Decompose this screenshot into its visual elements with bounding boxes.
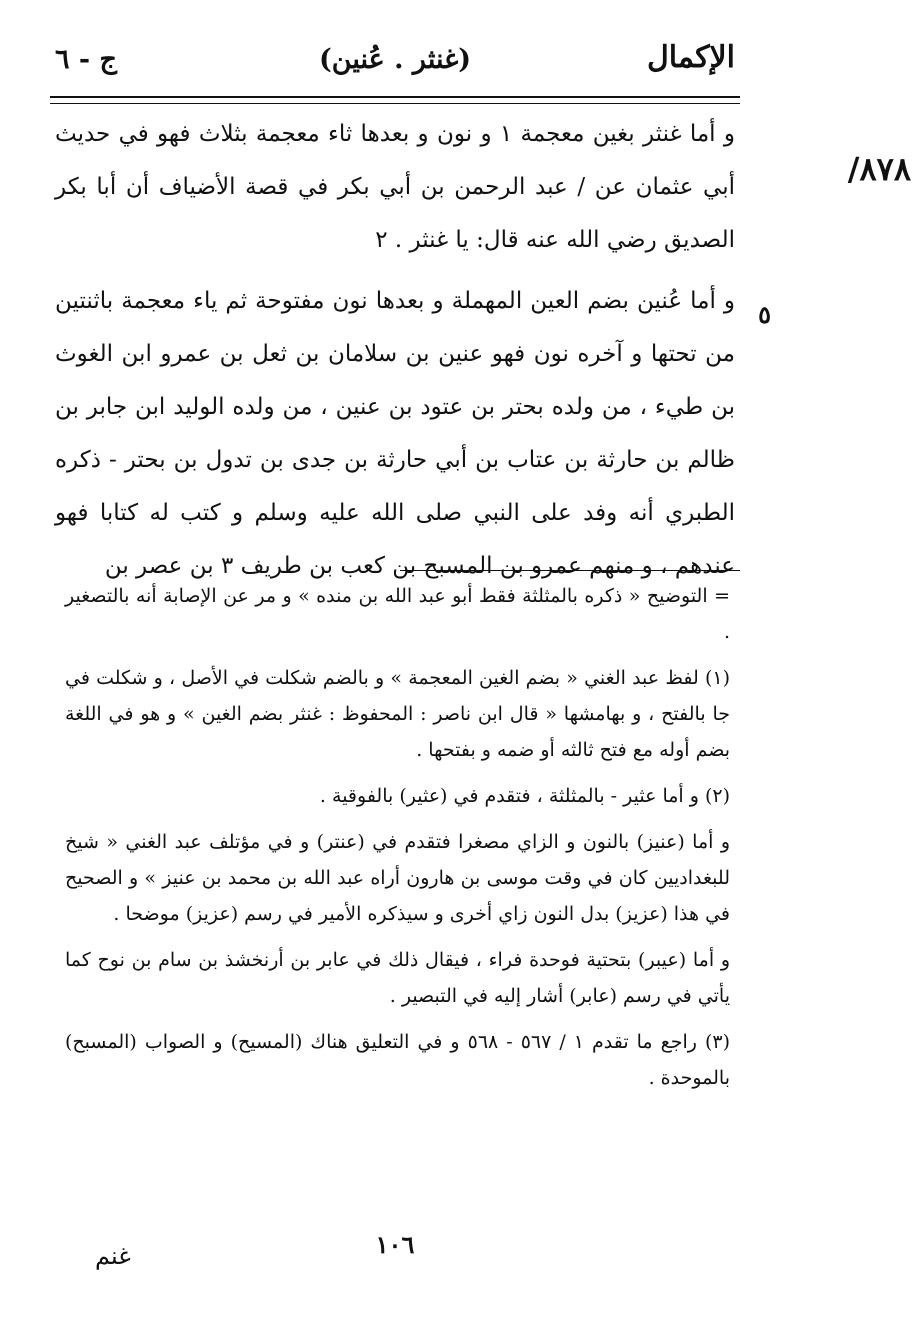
main-text [55,108,735,601]
margin-line-number: ٥ [758,300,771,329]
footnote-2-cont-a: و أما (عنيز) بالنون و الزاي مصغرا فتقدم في (عنتر) و في مؤتلف عبد الغني « شيخ للبغداديين كان في وقت موسى بن هارون أراه عبد الله بن محمد بن عنيز » و الصحيح في هذا (عزيز) بدل النون زاي أخرى و سيذكره الأمير في رسم (عزيز) موضحا . [65,831,730,925]
footnote-continuation: = التوضيح « ذكره بالمثلثة فقط أبو عبد الله بن منده » و مر عن الإصابة أنه بالتصغير . [65,585,730,643]
footnote-3: (٣) راجع ما تقدم ١ / ٥٦٧ - ٥٦٨ و في التعليق هناك (المسيح) و الصواب (المسبح) بالموحدة . [65,1031,730,1089]
page-footer [55,1230,735,1270]
entry-title: (غنثر . عُنين) [318,44,472,75]
volume-label: ج - ٦ [55,44,117,75]
footnotes [65,578,730,1106]
footnote-1: (١) لفظ عبد الغني « بضم الغين المعجمة » و بالضم شكلت في الأصل ، و شكلت في جا بالفتح ، و بهامشها « قال ابن ناصر : المحفوظ : غنثر بضم الغين » و هو في اللغة بضم أوله مع فتح ثالثه أو ضمه و بفتحها . [65,667,730,761]
header-rule-thin [50,103,740,104]
paragraph-ghanthar: و أما غنثر بغين معجمة ١ و نون و بعدها ثاء معجمة بثلاث فهو في حديث أبي عثمان عن / عبد الرحمن بن أبي بكر في قصة الأضياف أن أبا بكر الصديق رضي الله عنه قال: يا غنثر . ٢ [55,121,735,253]
page-number: ١٠٦ [375,1230,415,1259]
header-rule [50,96,740,98]
paragraph-unayn: و أما عُنين بضم العين المهملة و بعدها نون مفتوحة ثم ياء معجمة باثنتين من تحتها و آخره نون فهو عنين بن سلامان بن ثعل بن عمرو ابن الغوث بن طيء ، من ولده بحتر بن عتود بن عنين ، من ولده الوليد ابن جابر بن ظالم بن حارثة بن عتاب بن أبي حارثة بن جدى بن تدول بن بحتر - ذكره الطبري أنه وفد على النبي صلى الله عليه وسلم و كتب له كتابا فهو عندهم ، و منهم عمرو بن المسبح بن كعب بن طريف ٣ بن عصر بن [55,288,735,579]
margin-page-reference: ٨٧٨/ [847,150,911,188]
running-header [55,40,735,88]
book-title: الإكمال [646,40,735,75]
footnote-2-cont-b: و أما (عيبر) بتحتية فوحدة فراء ، فيقال ذلك في عابر بن أرنخشذ بن سام بن نوح كما يأتي في رسم (عابر) أشار إليه في التبصير . [65,949,730,1007]
signature-mark: غنم [95,1242,131,1270]
footnote-separator [400,570,740,571]
footnote-2: (٢) و أما عثير - بالمثلثة ، فتقدم في (عثير) بالفوقية . [319,785,730,807]
